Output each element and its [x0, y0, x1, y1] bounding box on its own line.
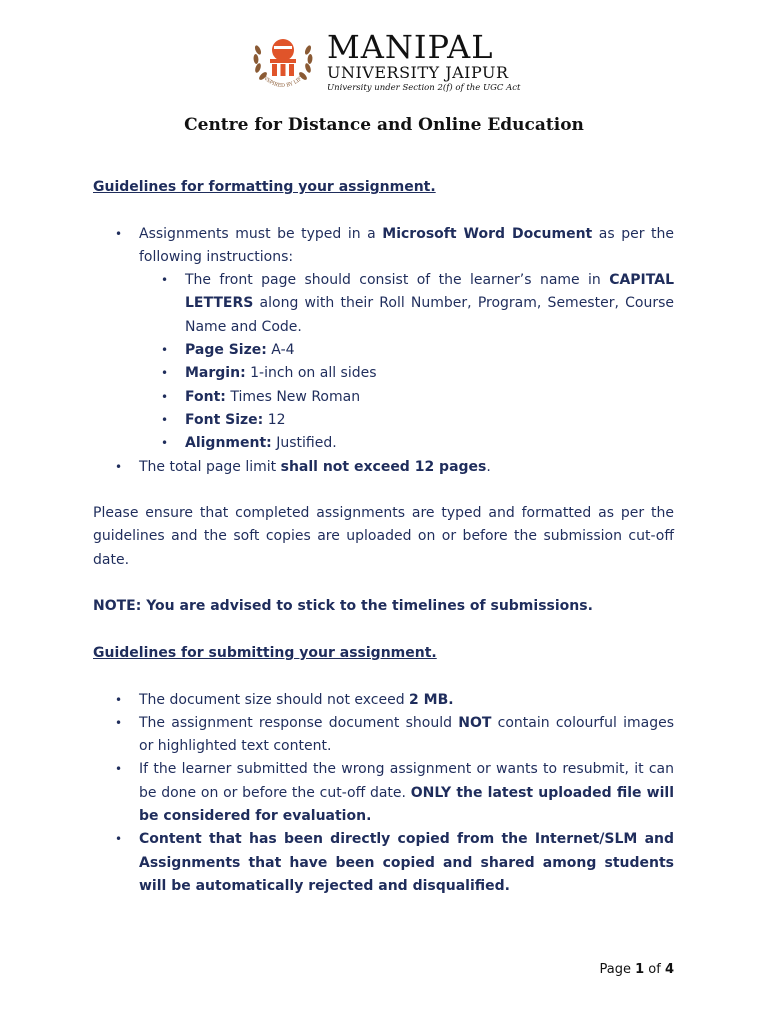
- bullet-icon: •: [161, 436, 169, 451]
- formatting-list: [93, 223, 674, 479]
- logo-tagline: University under Section 2(f) of the UGC Act: [327, 83, 521, 93]
- page-number: Page 1 of 4: [599, 962, 674, 977]
- list-item: • Font Size: 12: [139, 409, 674, 432]
- list-item: • The front page should consist of the learner’s name in CAPITAL LETTERS along with their Roll Number, Program, Semester, Course Name and Code.: [139, 269, 674, 339]
- university-emblem-icon: [250, 28, 316, 94]
- bullet-icon: •: [161, 343, 169, 358]
- bullet-icon: •: [115, 226, 123, 241]
- formatting-sublist: [139, 269, 674, 455]
- logo-motto: INSPIRED BY LIFE: [260, 73, 306, 89]
- list-item: • The total page limit shall not exceed 12 pages.: [93, 456, 674, 479]
- bullet-icon: •: [115, 832, 123, 847]
- document-body: [93, 176, 674, 898]
- list-item: • The document size should not exceed 2 MB.: [93, 689, 674, 712]
- bullet-icon: •: [161, 366, 169, 381]
- list-item: • Alignment: Justified.: [139, 432, 674, 455]
- list-item: • The assignment response document should NOT contain colourful images or highlighted text content.: [93, 712, 674, 759]
- bullet-icon: •: [161, 273, 169, 288]
- list-item: • Content that has been directly copied from the Internet/SLM and Assignments that have been copied and shared among students will be automatically rejected and disqualified.: [93, 828, 674, 898]
- submitting-heading: Guidelines for submitting your assignment.: [93, 644, 437, 661]
- list-item: • If the learner submitted the wrong assignment or wants to resubmit, it can be done on or before the cut-off date. ONLY the latest uploaded file will be considered for evaluation.: [93, 758, 674, 828]
- list-item: • Font: Times New Roman: [139, 386, 674, 409]
- note-text: NOTE: You are advised to stick to the timelines of submissions.: [93, 598, 593, 615]
- bullet-icon: •: [115, 715, 123, 730]
- bullet-icon: •: [115, 459, 123, 474]
- bullet-icon: •: [115, 692, 123, 707]
- logo-subtitle: UNIVERSITY JAIPUR: [327, 63, 509, 82]
- submitting-list: [93, 689, 674, 899]
- centre-title: Centre for Distance and Online Education: [184, 115, 584, 135]
- list-item: • Page Size: A-4: [139, 339, 674, 362]
- formatting-heading: Guidelines for formatting your assignment.: [93, 179, 436, 195]
- logo-wordmark: [327, 30, 520, 94]
- bullet-icon: •: [115, 762, 123, 777]
- logo-name: MANIPAL: [327, 28, 494, 66]
- bullet-icon: •: [161, 389, 169, 404]
- list-item: • Margin: 1-inch on all sides: [139, 362, 674, 385]
- bullet-icon: •: [161, 412, 169, 427]
- university-logo: [250, 28, 530, 98]
- list-item: • Assignments must be typed in a Microsoft Word Document as per the following instructions: • The front page should consist of the learner’s name in CAPITAL LETTERS along with their Roll Number, Program, Semester, Course Name and Code. • Page Size: A-4 • Margin: 1-inch on all sides • Font: Times New Roman • Font Size: 12 • Alignment: Justified.: [93, 223, 674, 456]
- ensure-paragraph: Please ensure that completed assignments are typed and formatted as per the guidelines and the soft copies are uploaded on or before the submission cut-off date.: [93, 505, 674, 568]
